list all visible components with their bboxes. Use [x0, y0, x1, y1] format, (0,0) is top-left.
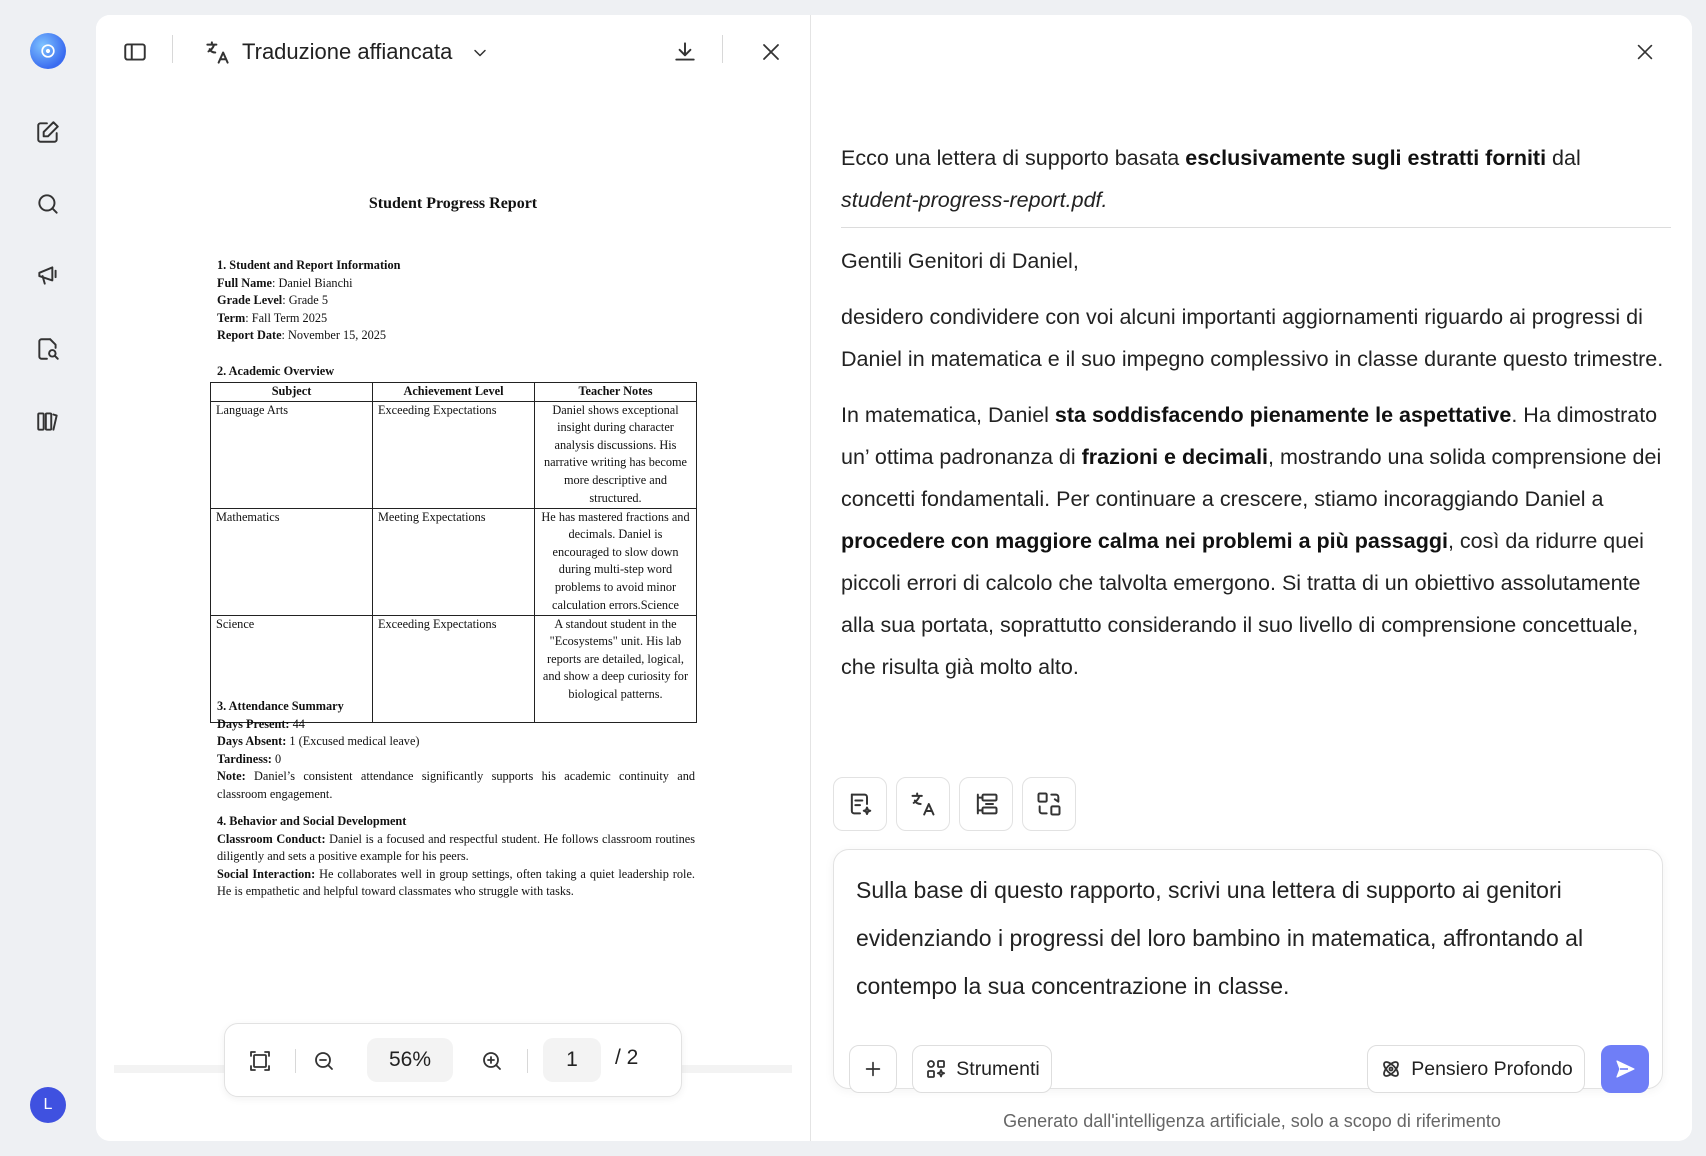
- prompt-composer[interactable]: [833, 849, 1663, 1089]
- student-info-section: 1. Student and Report Information Full Name: Daniel Bianchi Grade Level: Grade 5 Term: Fall Term 2025 Report Date: November 15, 2025: [217, 258, 401, 343]
- document-toolbar: [96, 15, 811, 87]
- close-panel-icon[interactable]: [1630, 37, 1660, 67]
- page-total: / 2: [615, 1046, 639, 1069]
- plus-icon: [862, 1058, 884, 1080]
- library-icon[interactable]: [32, 405, 64, 437]
- outline-action-icon[interactable]: [959, 777, 1013, 831]
- table-header: Subject Achievement Level Teacher Notes: [211, 383, 697, 402]
- search-icon[interactable]: [32, 188, 64, 220]
- close-icon[interactable]: [756, 37, 786, 67]
- document-page: [114, 105, 792, 1065]
- assistant-answer: Ecco una lettera di supporto basata esclusivamente sugli estratti forniti dal student-progress-report.pdf. Gentili Genitori di Daniel, desidero condividere con voi alcuni importanti aggiornamenti riguardo ai progressi di Daniel in matematica e il suo impegno complessivo in classe durante questo trimestre. In matematica, Daniel sta soddisfacendo pienamente le aspettative. Ha dimostrato un’ ottima padronanza di frazioni e decimali, mostrando una solida comprensione dei concetti fondamentali. Per continuare a crescere, stiamo incoraggiando Daniel a procedere con maggiore calma nei problemi a più passaggi, così da ridurre quei piccoli errori di calcolo che talvolta emergono. Si tratta di un obiettivo assolutamente alla sua portata, soprattutto considerando il suo livello di comprensione concettuale, che risulta già molto alto.: [841, 137, 1671, 702]
- table-row: Science Exceeding Expectations A standout student in the "Ecosystems" unit. His lab reports are detailed, logical, and show a deep curiosity for biological patterns.: [211, 615, 697, 722]
- add-attachment-button[interactable]: [849, 1045, 897, 1093]
- table-row: Language Arts Exceeding Expectations Daniel shows exceptional insight during character analysis discussions. His narrative writing has become more descriptive and structured.: [211, 401, 697, 508]
- summarize-action-icon[interactable]: [833, 777, 887, 831]
- avatar[interactable]: L: [30, 1087, 66, 1123]
- zoom-in-icon[interactable]: [477, 1046, 507, 1076]
- report-title: Student Progress Report: [368, 195, 538, 212]
- ai-disclaimer: Generato dall'intelligenza artificiale, solo a scopo di riferimento: [1003, 1111, 1501, 1131]
- translation-mode-title[interactable]: Traduzione affiancata: [242, 39, 453, 64]
- tools-button[interactable]: Strumenti: [912, 1045, 1052, 1093]
- app-logo-icon[interactable]: [30, 33, 66, 69]
- source-file-name: student-progress-report.pdf.: [841, 188, 1108, 212]
- send-icon: [1613, 1057, 1637, 1081]
- new-chat-icon[interactable]: [32, 116, 64, 148]
- letter-paragraph-2: In matematica, Daniel sta soddisfacendo pienamente le aspettative. Ha dimostrato un’ ottima padronanza di frazioni e decimali, mostrando una solida comprensione dei concetti fondamentali. Per continuare a crescere, stiamo incoraggiando Daniel a procedere con maggiore calma nei problemi a più passaggi, così da ridurre quei piccoli errori di calcolo che talvolta emergono. Si tratta di un obiettivo assolutamente alla sua portata, soprattutto considerando il suo livello di comprensione concettuale, che risulta già molto alto.: [841, 403, 1662, 679]
- chat-pane: [812, 15, 1692, 1141]
- zoom-level[interactable]: 56%: [367, 1038, 453, 1082]
- sidebar-toggle-icon[interactable]: [120, 37, 150, 67]
- divider: [841, 227, 1671, 228]
- prompt-input[interactable]: Sulla base di questo rapporto, scrivi una lettera di supporto ai genitori evidenziando i progressi del loro bambino in matematica, affrontando al contempo la sua concentrazione in classe.: [856, 877, 1584, 999]
- behavior-section: 4. Behavior and Social Development Classroom Conduct: Daniel is a focused and respectful student. He follows classroom routines diligently and sets a positive example for his peers. Social Interaction: He collaborates well in group settings, often taking a quiet leadership role. He is empathetic and helpful toward classmates who struggle with tasks.: [217, 814, 696, 899]
- zoom-out-icon[interactable]: [309, 1046, 339, 1076]
- page-number-input[interactable]: 1: [543, 1038, 601, 1082]
- tools-icon: [924, 1057, 948, 1081]
- document-pane: [96, 15, 811, 1141]
- translate-action-icon[interactable]: [896, 777, 950, 831]
- doc-search-icon[interactable]: [32, 333, 64, 365]
- download-icon[interactable]: [670, 37, 700, 67]
- left-rail: [0, 0, 96, 1156]
- document-viewport[interactable]: [114, 105, 792, 1141]
- main-card: [96, 15, 1692, 1141]
- academic-overview-heading: 2. Academic Overview: [217, 364, 335, 378]
- academic-table: [210, 382, 697, 723]
- send-button[interactable]: [1601, 1045, 1649, 1093]
- attendance-section: 3. Attendance Summary Days Present: 44 Days Absent: 1 (Excused medical leave) Tardiness: 0 Note: Daniel’s consistent attendance significantly supports his academic continuity and classroom engagement.: [217, 699, 695, 801]
- table-row: Mathematics Meeting Expectations He has mastered fractions and decimals. Daniel is encouraged to slow down during multi-step word problems to avoid minor calculation errors.Science: [211, 508, 697, 615]
- translate-icon: [202, 37, 232, 67]
- letter-greeting: Gentili Genitori di Daniel,: [841, 249, 1079, 273]
- megaphone-icon[interactable]: [32, 259, 64, 291]
- chevron-down-icon[interactable]: [468, 41, 492, 65]
- deep-thinking-button[interactable]: Pensiero Profondo: [1367, 1045, 1585, 1093]
- atom-icon: [1379, 1057, 1403, 1081]
- fit-page-icon[interactable]: [245, 1046, 275, 1076]
- letter-paragraph-1: desidero condividere con voi alcuni importanti aggiornamenti riguardo ai progressi di Daniel in matematica e il suo impegno complessivo in classe durante questo trimestre.: [841, 305, 1664, 371]
- zoom-toolbar: [224, 1023, 682, 1097]
- convert-action-icon[interactable]: [1022, 777, 1076, 831]
